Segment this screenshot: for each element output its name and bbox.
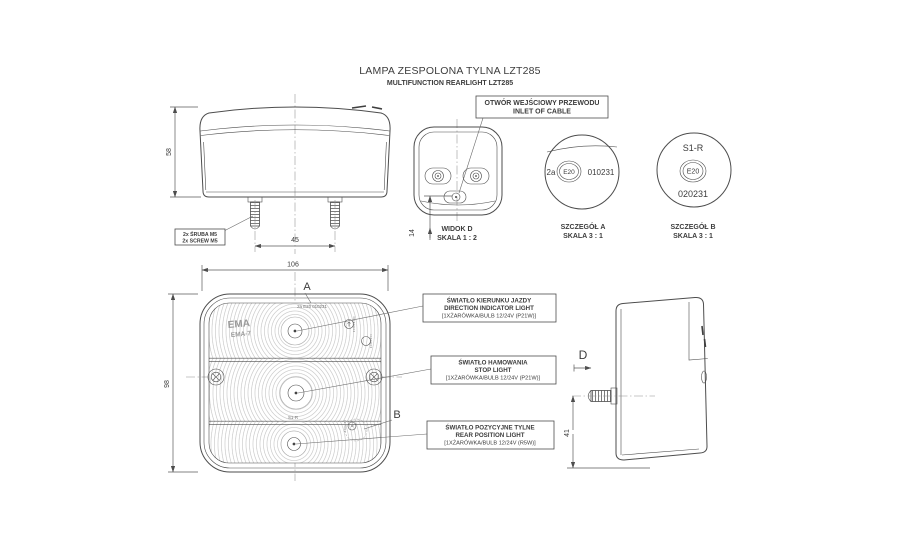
view-front <box>164 262 402 482</box>
drawing-subtitle: MULTIFUNCTION REARLIGHT LZT285 <box>386 80 514 87</box>
detail-b-type: S1-R <box>682 143 704 153</box>
label-1-pl: ŚWIATŁO KIERUNKU JAZDY <box>446 297 532 305</box>
widok-d-name: WIDOK D <box>441 226 473 233</box>
detail-a-number: 010231 <box>587 168 615 177</box>
detail-b-scale: SKALA 3 : 1 <box>673 233 713 240</box>
dim-14-text: 14 <box>409 229 416 237</box>
screw-boss-right <box>463 168 489 184</box>
housing-vent-ticks <box>352 106 382 109</box>
cable-inlet-label-pl: OTWÓR WEJŚCIOWY PRZEWODU <box>484 100 600 107</box>
mid-type-marking: S1-R <box>287 415 299 420</box>
dim-45-text: 45 <box>291 237 299 244</box>
dim-106-text: 106 <box>287 261 299 269</box>
detail-a <box>545 135 619 240</box>
label-3-pl: ŚWIATŁO POZYCYJNE TYLNE <box>445 424 535 432</box>
side-mounting-screw <box>572 388 655 404</box>
side-body-outline <box>616 297 707 460</box>
brand-marking: EMA <box>227 318 251 331</box>
dimension-body-height <box>166 107 201 197</box>
detail-b <box>657 133 731 240</box>
callout-a-letter: A <box>303 281 311 293</box>
bulb-stop <box>280 377 312 409</box>
cable-inlet <box>444 191 466 203</box>
bulb-position <box>281 431 307 457</box>
detail-a-scale: SKALA 3 : 1 <box>563 233 603 240</box>
dim-58-text: 58 <box>166 148 173 156</box>
mounting-screw-right <box>328 197 342 252</box>
detail-b-name: SZCZEGÓŁ B <box>670 224 716 231</box>
dimension-screw-spacing <box>255 237 335 246</box>
detail-b-emark: E20 <box>686 168 700 176</box>
screw-callout <box>175 216 253 245</box>
dim-98-text: 98 <box>164 380 171 388</box>
callout-a <box>303 281 311 303</box>
model-marking: EMA-7 <box>230 330 252 339</box>
screw-label-pl: 2x ŚRUBA M5 <box>182 231 218 238</box>
back-housing-inner <box>419 132 497 210</box>
top-approval-marking: 2a E20 010231 <box>297 304 327 309</box>
label-3-en: REAR POSITION LIGHT <box>455 431 525 439</box>
cable-inlet-label-en: INLET OF CABLE <box>513 108 571 116</box>
callout-b-letter: B <box>393 409 401 421</box>
dimension-screw-axis <box>564 396 650 468</box>
detail-a-emark: E20 <box>563 169 575 176</box>
screw-boss-left <box>425 168 451 184</box>
label-3-bulb: [1XŻARÓWKA/BULB 12/24V (R5W)] <box>444 440 536 447</box>
label-2-bulb: [1XŻARÓWKA/BULB 12/24V (P21W)] <box>445 375 541 382</box>
view-direction-d <box>574 348 591 372</box>
mounting-screw-left <box>248 197 262 252</box>
drawing-title: LAMPA ZESPOLONA TYLNA LZT285 <box>359 65 541 77</box>
view-side-right <box>564 297 708 468</box>
label-2-en: STOP LIGHT <box>474 366 512 374</box>
detail-a-prefix: 2a <box>546 168 556 177</box>
callout-d-letter: D <box>578 348 588 362</box>
bulb-indicator <box>281 317 309 345</box>
detail-b-number: 020231 <box>677 189 709 199</box>
widok-d-scale: SKALA 1 : 2 <box>437 235 477 242</box>
label-1-en: DIRECTION INDICATOR LIGHT <box>444 304 534 312</box>
cable-inlet-callout <box>459 96 608 193</box>
label-1-bulb: [1XŻARÓWKA/BULB 12/24V (P21W)] <box>441 313 537 320</box>
screw-label-en: 2x SCREW M5 <box>182 238 218 245</box>
detail-a-name: SZCZEGÓŁ A <box>560 224 606 231</box>
dimension-front-height <box>164 294 198 472</box>
detail-a-chord <box>547 146 617 152</box>
view-side-top <box>166 94 390 254</box>
label-2-pl: ŚWIATŁO HAMOWANIA <box>458 359 528 367</box>
title-block <box>359 65 540 87</box>
back-housing-outline <box>414 127 502 215</box>
dim-41-text: 41 <box>564 429 571 437</box>
side-inner-lines <box>621 309 699 455</box>
